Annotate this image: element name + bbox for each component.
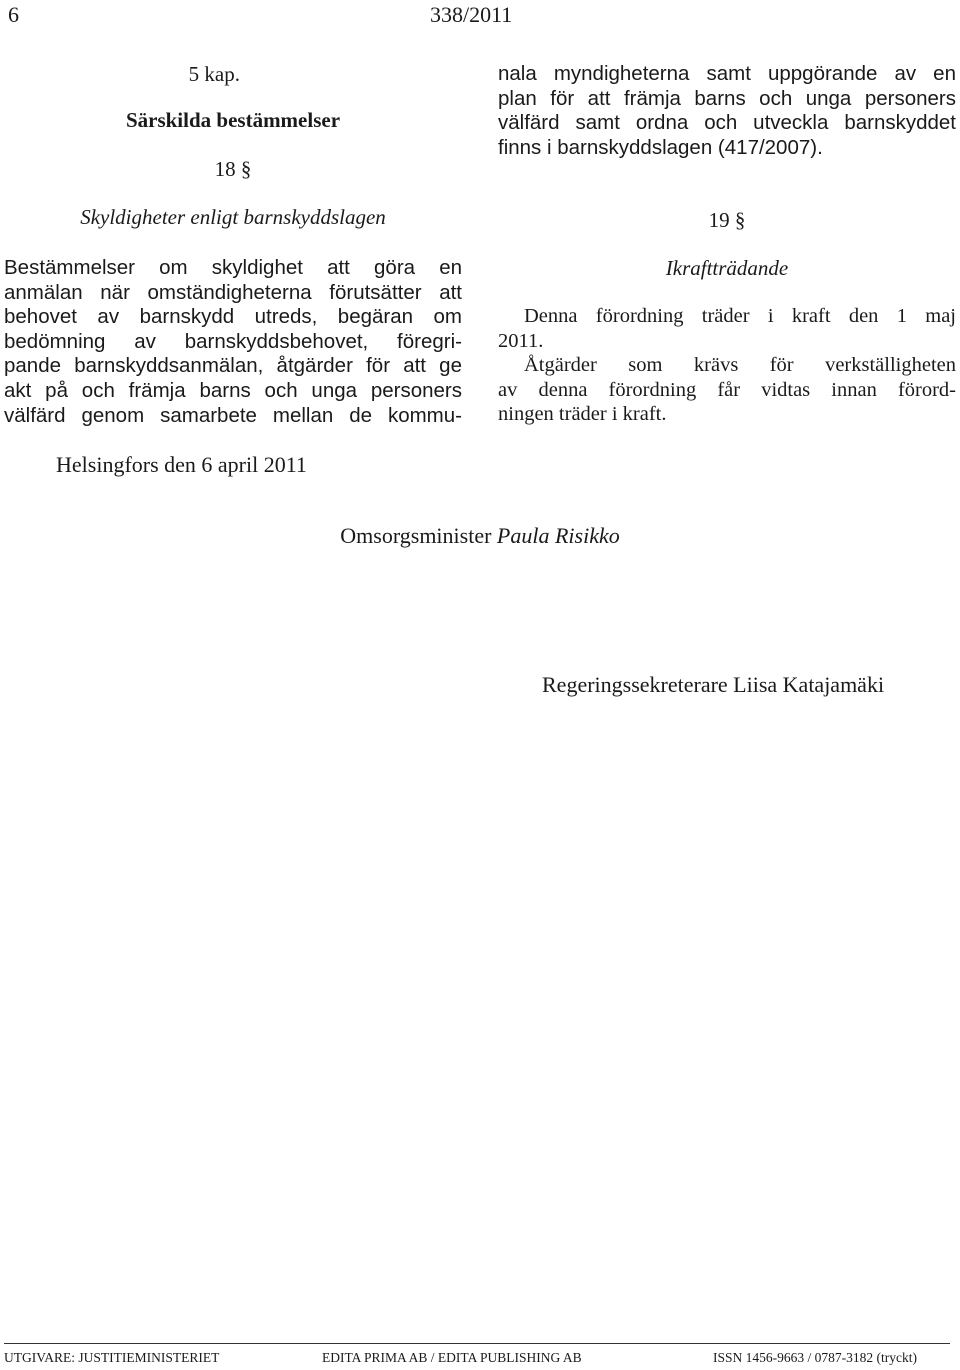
body-line: Åtgärder som krävs för verkställigheten: [524, 354, 956, 376]
minister-signature: [0, 523, 960, 549]
body-line: finns i barnskyddslagen (417/2007).: [498, 135, 823, 159]
place-date: Helsingfors den 6 april 2011: [56, 452, 307, 477]
body-line: pande barnskyddsanmälan, åtgärder för att ge: [4, 354, 462, 378]
page-number: 6: [8, 2, 19, 27]
secretary-signature: Regeringssekreterare Liisa Katajamäki: [542, 672, 885, 697]
section-number-18: 18 §: [214, 157, 252, 181]
section-number-19: 19 §: [708, 208, 746, 232]
footer-printer: EDITA PRIMA AB / EDITA PUBLISHING AB: [322, 1350, 582, 1365]
body-line: Denna förordning träder i kraft den 1 maj: [524, 305, 956, 327]
footer-publisher: UTGIVARE: JUSTITIEMINISTERIET: [4, 1350, 220, 1365]
section-19-para-1: [498, 304, 956, 353]
footer-issn: ISSN 1456-9663 / 0787-3182 (tryckt): [713, 1350, 917, 1365]
section-heading: Särskilda bestämmelser: [125, 108, 341, 132]
section-title-19: Ikraftträdande: [665, 256, 789, 280]
body-line: plan för att främja barns och unga personers: [498, 86, 956, 110]
section-18-continuation: [498, 62, 956, 160]
body-line: välfärd genom samarbete mellan de kommu-: [4, 403, 462, 427]
section-19-para-2: [498, 353, 956, 427]
body-line: anmälan när omständigheterna förutsätter att: [4, 280, 462, 304]
body-line: ningen träder i kraft.: [498, 403, 667, 426]
body-line: av denna förordning får vidtas innan förord-: [498, 378, 956, 401]
body-line: behovet av barnskydd utreds, begäran om: [4, 305, 462, 329]
section-title-18: Skyldigheter enligt barnskyddslagen: [80, 205, 386, 229]
minister-title: Omsorgsminister: [340, 523, 492, 548]
body-line: akt på och främja barns och unga personers: [4, 378, 462, 402]
section-18-body: [4, 256, 462, 428]
body-line: välfärd samt ordna och utveckla barnskyddet: [498, 111, 956, 135]
chapter-label: 5 kap.: [188, 62, 240, 86]
body-line: bedömning av barnskyddsbehovet, föregri-: [4, 329, 462, 353]
body-line: Bestämmelser om skyldighet att göra en: [4, 256, 462, 279]
footer-rule: [4, 1343, 950, 1344]
body-line: 2011.: [498, 329, 544, 352]
body-line: nala myndigheterna samt uppgörande av en: [498, 62, 956, 85]
document-number: 338/2011: [430, 2, 513, 27]
minister-name: Paula Risikko: [496, 523, 620, 548]
